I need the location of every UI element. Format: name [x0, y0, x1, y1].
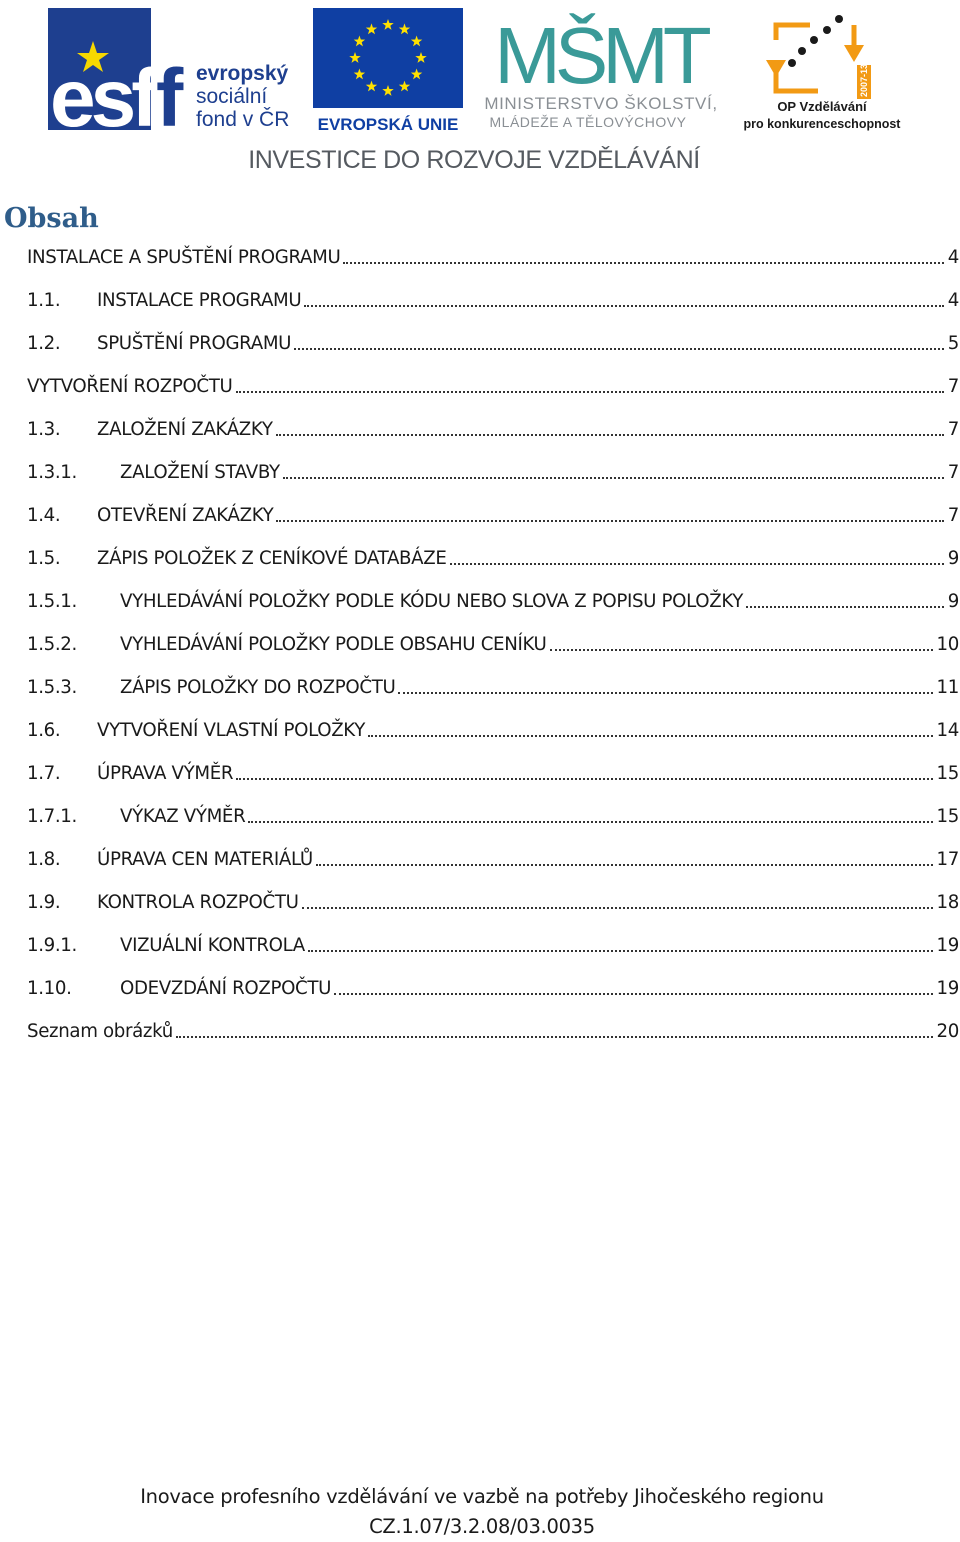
toc-entry-page[interactable]: 9: [947, 591, 959, 612]
toc-entry[interactable]: [27, 924, 959, 967]
toc-entry-link[interactable]: ZÁPIS POLOŽKY DO ROZPOČTU: [120, 677, 396, 698]
toc-entry[interactable]: [27, 365, 959, 408]
eu-label: EVROPSKÁ UNIE: [317, 115, 459, 133]
investice-tagline: INVESTICE DO ROZVOJE VZDĚLÁVÁNÍ: [248, 146, 700, 174]
toc-entry-link[interactable]: ZÁPIS POLOŽEK Z CENÍKOVÉ DATABÁZE: [97, 548, 447, 569]
toc-entry-link[interactable]: ÚPRAVA VÝMĚR: [97, 763, 234, 784]
toc-entry[interactable]: [27, 838, 959, 881]
toc-entry-number: 1.7.: [27, 763, 61, 784]
toc-entry-number: 1.7.1.: [27, 806, 77, 827]
toc-entry-number: 1.5.1.: [27, 591, 77, 612]
toc-entry-link[interactable]: ODEVZDÁNÍ ROZPOČTU: [120, 978, 332, 999]
toc-entry-page[interactable]: 4: [947, 290, 959, 311]
toc-entry-page[interactable]: 5: [947, 333, 959, 354]
toc-entry-number: 1.8.: [27, 849, 61, 870]
esf-logo: [48, 8, 298, 133]
toc-entry-number: 1.3.: [27, 419, 61, 440]
toc-entry[interactable]: [27, 322, 959, 365]
toc-entry-page[interactable]: 18: [936, 892, 959, 913]
toc-entry-link[interactable]: VÝKAZ VÝMĚR: [120, 806, 246, 827]
toc-entry-number: 1.5.2.: [27, 634, 77, 655]
toc-leader-dots: [398, 690, 932, 694]
toc-entry-number: 1.1.: [27, 290, 61, 311]
toc-entry[interactable]: [27, 666, 959, 709]
toc-entry-page[interactable]: 7: [947, 462, 959, 483]
msmt-logo: [472, 5, 730, 135]
svg-text:f: f: [156, 53, 179, 133]
msmt-line2: MLÁDEŽE A TĚLOVÝCHOVY: [489, 114, 687, 130]
toc-leader-dots: [176, 1034, 933, 1038]
table-of-contents: [27, 236, 959, 1053]
toc-entry-link[interactable]: INSTALACE A SPUŠTĚNÍ PROGRAMU: [27, 247, 341, 268]
toc-entry-number: 1.5.3.: [27, 677, 77, 698]
footer-project-code: CZ.1.07/3.2.08/03.0035: [369, 1515, 595, 1538]
toc-leader-dots: [450, 561, 944, 565]
toc-entry[interactable]: [27, 709, 959, 752]
toc-entry-page[interactable]: 15: [936, 763, 959, 784]
toc-leader-dots: [334, 991, 932, 995]
toc-entry[interactable]: [27, 795, 959, 838]
toc-entry-link[interactable]: ZALOŽENÍ STAVBY: [120, 462, 280, 483]
toc-entry-number: 1.10.: [27, 978, 72, 999]
toc-entry[interactable]: [27, 537, 959, 580]
toc-entry[interactable]: [27, 279, 959, 322]
toc-entry-page[interactable]: 15: [936, 806, 959, 827]
toc-entry[interactable]: [27, 236, 959, 279]
toc-entry-page[interactable]: 10: [936, 634, 959, 655]
toc-entry-link[interactable]: INSTALACE PROGRAMU: [97, 290, 302, 311]
toc-entry[interactable]: [27, 623, 959, 666]
toc-leader-dots: [308, 948, 933, 952]
toc-title: Obsah: [4, 203, 99, 234]
toc-entry-page[interactable]: 4: [947, 247, 959, 268]
toc-leader-dots: [746, 604, 944, 608]
toc-entry-page[interactable]: 17: [936, 849, 959, 870]
msmt-line1: MINISTERSTVO ŠKOLSTVÍ,: [484, 94, 718, 113]
esf-logo-mark: esf: [50, 53, 154, 133]
toc-entry-page[interactable]: 20: [936, 1021, 959, 1042]
toc-entry-number: 1.6.: [27, 720, 61, 741]
toc-leader-dots: [302, 905, 933, 909]
toc-entry-number: 1.2.: [27, 333, 61, 354]
toc-leader-dots: [304, 303, 943, 307]
toc-entry[interactable]: [27, 967, 959, 1010]
toc-entry-link[interactable]: VYHLEDÁVÁNÍ POLOŽKY PODLE KÓDU NEBO SLOVA Z POPISU POLOŽKY: [120, 591, 744, 612]
toc-entry-page[interactable]: 7: [947, 376, 959, 397]
op-logo: [738, 5, 906, 135]
toc-entry-link[interactable]: KONTROLA ROZPOČTU: [97, 892, 299, 913]
esf-line1: evropský: [196, 62, 289, 85]
op-badge: 2007-13: [859, 63, 869, 97]
toc-entry-link[interactable]: VYHLEDÁVÁNÍ POLOŽKY PODLE OBSAHU CENÍKU: [120, 634, 547, 655]
toc-leader-dots: [248, 819, 932, 823]
toc-entry-link[interactable]: VIZUÁLNÍ KONTROLA: [120, 935, 305, 956]
toc-leader-dots: [236, 389, 944, 393]
toc-entry-number: 1.4.: [27, 505, 61, 526]
msmt-logo-mark: MŠMT: [494, 11, 706, 100]
toc-entry-number: 1.5.: [27, 548, 61, 569]
toc-entry[interactable]: [27, 1010, 959, 1053]
toc-leader-dots: [276, 432, 944, 436]
toc-entry-link[interactable]: ÚPRAVA CEN MATERIÁLŮ: [97, 849, 313, 870]
toc-entry-link[interactable]: OTEVŘENÍ ZAKÁZKY: [97, 505, 274, 526]
toc-entry-number: 1.3.1.: [27, 462, 77, 483]
toc-entry-number: 1.9.1.: [27, 935, 77, 956]
toc-leader-dots: [368, 733, 933, 737]
toc-entry[interactable]: [27, 408, 959, 451]
eu-logo: [313, 8, 463, 133]
toc-leader-dots: [276, 518, 943, 522]
op-line2: pro konkurenceschopnost: [743, 117, 901, 131]
toc-leader-dots: [294, 346, 944, 350]
toc-leader-dots: [236, 776, 932, 780]
toc-entry-page[interactable]: 19: [936, 978, 959, 999]
toc-entry-link[interactable]: VYTVOŘENÍ VLASTNÍ POLOŽKY: [97, 720, 365, 741]
toc-entry-page[interactable]: 14: [936, 720, 959, 741]
toc-entry[interactable]: [27, 580, 959, 623]
toc-leader-dots: [283, 475, 944, 479]
toc-entry-page[interactable]: 7: [947, 419, 959, 440]
toc-entry[interactable]: [27, 752, 959, 795]
toc-leader-dots: [316, 862, 933, 866]
toc-entry-page[interactable]: 7: [947, 505, 959, 526]
toc-entry-number: 1.9.: [27, 892, 61, 913]
toc-entry-link[interactable]: SPUŠTĚNÍ PROGRAMU: [97, 333, 292, 354]
toc-leader-dots: [343, 260, 943, 264]
footer-project-name: Inovace profesního vzdělávání ve vazbě na potřeby Jihočeského regionu: [140, 1485, 824, 1508]
esf-line3: fond v ČR: [196, 108, 290, 131]
toc-entry-page[interactable]: 19: [936, 935, 959, 956]
toc-leader-dots: [550, 647, 933, 651]
toc-entry[interactable]: [27, 451, 959, 494]
toc-entry-link[interactable]: ZALOŽENÍ ZAKÁZKY: [97, 419, 273, 440]
toc-entry-page[interactable]: 11: [936, 677, 959, 698]
toc-entry-link[interactable]: Seznam obrázků: [27, 1021, 173, 1042]
toc-entry-page[interactable]: 9: [947, 548, 959, 569]
toc-entry[interactable]: [27, 881, 959, 924]
op-line1: OP Vzdělávání: [777, 99, 867, 114]
esf-line2: sociální: [196, 85, 268, 108]
toc-entry-link[interactable]: VYTVOŘENÍ ROZPOČTU: [27, 376, 233, 397]
page-footer: [0, 1482, 960, 1542]
toc-entry[interactable]: [27, 494, 959, 537]
